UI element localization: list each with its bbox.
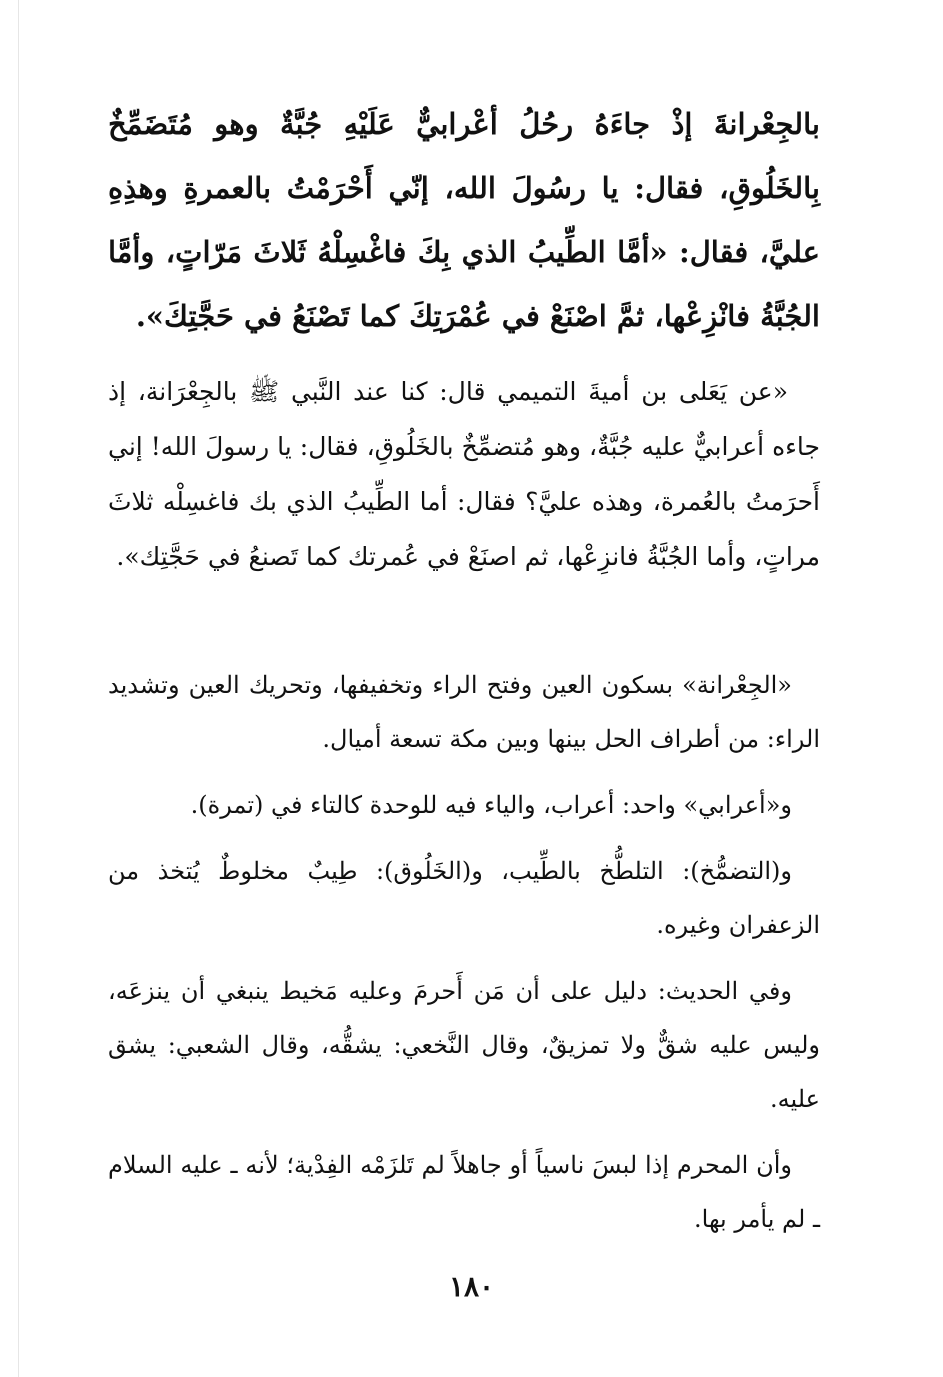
page-number: ١٨٠ [448, 1270, 495, 1303]
note-tadammukh: و(التضمُّخ): التلطُّخ بالطِّيب، و(الخَلُوق): طِيبٌ مخلوطٌ يُتخذ من الزعفران وغيره. [108, 857, 820, 939]
hadith-text-block [108, 92, 820, 348]
note-arabi: و«أعرابي» واحد: أعراب، والياء فيه للوحدة كالتاء في (تمرة). [190, 791, 792, 819]
note-jiirana: «الجِعْرانة» بسكون العين وفتح الراء وتخفيفها، وتحريك العين وتشديد الراء: من أطراف الحل بينها وبين مكة تسعة أميال. [108, 671, 820, 753]
note-hadith-ruling: وفي الحديث: دليل على أن مَن أَحرمَ وعليه مَخيط ينبغي أن ينزعَه، وليس عليه شقٌّ ولا تمزيقٌ، وقال النَّخعي: يشقُّه، وقال الشعبي: يشق عليه. [108, 977, 820, 1113]
page-edge-line [18, 0, 19, 1377]
narration-text-block [108, 364, 820, 584]
hadith-paragraph: بالجِعْرانةَ إذْ جاءَهُ رحُلُ أعْرابيٌّ عَلَيْهِ جُبَّةٌ وهو مُتَضَمِّخٌ بِالخَلُوقِ، فقال: يا رسُولَ الله، إنّي أَحْرَمْتُ بالعمرةِ وهذِهِ عليَّ، فقال: «أمَّا الطِّيبُ الذي بِكَ فاغْسِلْهُ ثَلاثَ مَرّاتٍ، وأمَّا الجُبَّةُ فانْزِعْها، ثمَّ اصْنَعْ في عُمْرَتِكَ كما تَصْنَعُ في حَجَّتِكَ». [108, 107, 820, 333]
narration-paragraph: «عن يَعَلى بن أميةَ التميمي قال: كنا عند النَّبي ﷺ بالجِعْرَانة، إذ جاءه أعرابيٌّ عليه جُبَّةٌ، وهو مُتضمِّخٌ بالخَلُوقِ، فقال: يا رسولَ الله! إني أَحرَمتُ بالعُمرة، وهذه عليَّ؟ فقال: أما الطِّيبُ الذي بك فاغسِلْه ثلاثَ مراتٍ، وأما الجُبَّةُ فانزِعْها، ثم اصنَعْ في عُمرتك كما تَصنعُ في حَجَّتِك». [108, 377, 820, 571]
commentary-notes [108, 658, 820, 1258]
note-fidya: وأن المحرم إذا لبسَ ناسياً أو جاهلاً لم تَلزَمْه الفِدْية؛ لأنه ـ عليه السلام ـ لم يأمر بها. [108, 1151, 820, 1233]
